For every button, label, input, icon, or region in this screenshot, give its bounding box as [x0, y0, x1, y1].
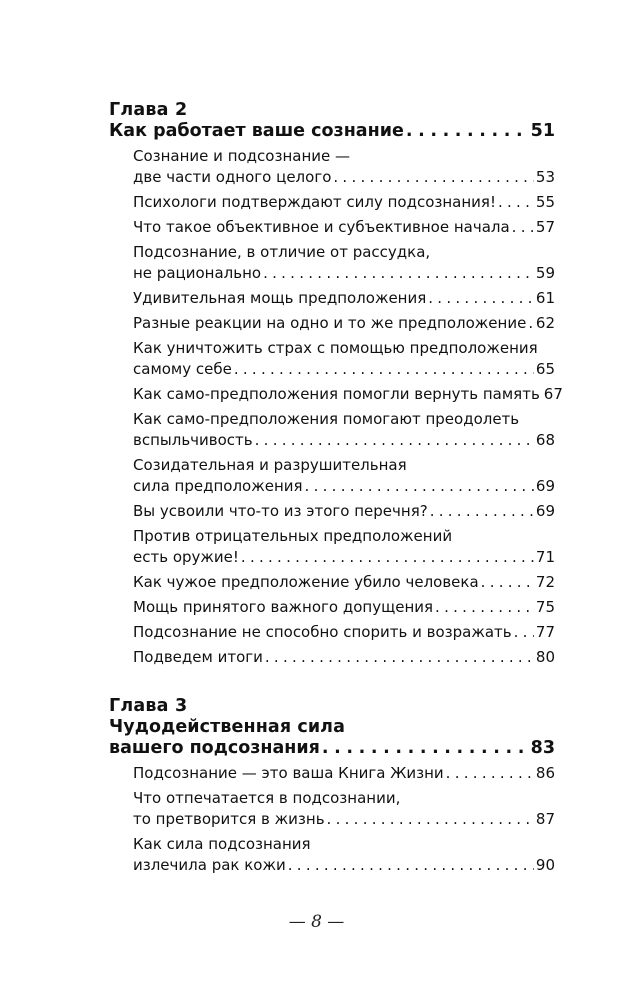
- toc-entry[interactable]: [109, 288, 555, 309]
- chapter-section: [109, 100, 563, 668]
- chapter-section: [109, 696, 555, 876]
- entry-title: Что такое объективное и субъективное начала: [133, 218, 510, 236]
- entry-row: [133, 572, 555, 593]
- entry-title: Подведем итоги: [133, 648, 263, 666]
- chapter-label: Глава 2: [109, 100, 188, 120]
- entry-title: Подсознание — это ваша Книга Жизни: [133, 764, 444, 782]
- entry-row: [133, 597, 555, 618]
- entry-page-number: 75: [535, 598, 555, 616]
- chapter-title: вашего подсознания: [109, 738, 320, 758]
- entry-row: [133, 622, 555, 643]
- dot-leader: [333, 167, 534, 188]
- chapter-title-row[interactable]: [109, 121, 555, 142]
- dot-leader: [435, 597, 534, 618]
- entry-page-number: 86: [535, 764, 555, 782]
- dot-leader: [446, 763, 534, 784]
- entry-page-number: 77: [535, 623, 555, 641]
- entry-title: не рационально: [133, 264, 262, 282]
- toc-entry[interactable]: [109, 384, 563, 405]
- entry-page-number: 80: [535, 648, 555, 666]
- chapter-title-row[interactable]: [109, 738, 555, 759]
- entry-row: [133, 384, 563, 405]
- chapter-page-number: 51: [530, 121, 555, 141]
- entry-title: сила предположения: [133, 477, 303, 495]
- entry-title: то претворится в жизнь: [133, 810, 325, 828]
- entry-title: излечила рак кожи: [133, 856, 286, 874]
- dot-leader: [265, 647, 534, 668]
- entry-page-number: 69: [535, 502, 555, 520]
- entry-page-number: 55: [535, 193, 555, 211]
- dot-leader: [481, 572, 534, 593]
- dot-leader: [234, 359, 534, 380]
- entry-row: [133, 763, 555, 784]
- entry-title: Удивительная мощь предположения: [133, 289, 427, 307]
- entry-row: [133, 647, 555, 668]
- dot-leader: [288, 855, 534, 876]
- entry-title: есть оружие!: [133, 548, 239, 566]
- entry-row: [133, 809, 555, 830]
- entry-title-line: Созидательная и разрушительная: [133, 456, 407, 474]
- entry-row: [133, 192, 555, 213]
- chapter-title-line: Чудодейственная сила: [109, 717, 346, 737]
- toc-entry[interactable]: [109, 763, 555, 784]
- dot-leader: [241, 547, 534, 568]
- toc-entry[interactable]: [109, 455, 555, 497]
- entry-page-number: 90: [535, 856, 555, 874]
- entry-list: [109, 763, 555, 876]
- entry-title: Подсознание не способно спорить и возражать: [133, 623, 512, 641]
- toc-entry[interactable]: [109, 526, 555, 568]
- dot-leader: [327, 809, 534, 830]
- entry-page-number: 53: [535, 168, 555, 186]
- chapter-label: Глава 3: [109, 696, 188, 716]
- chapter-page-number: 83: [530, 738, 555, 758]
- entry-row: [133, 501, 555, 522]
- entry-row: [133, 167, 555, 188]
- entry-title: Психологи подтверждают силу подсознания!: [133, 193, 496, 211]
- entry-title: Разные реакции на одно и то же предположение: [133, 314, 527, 332]
- dot-leader: [430, 501, 534, 522]
- dot-leader: [322, 738, 529, 759]
- entry-page-number: 71: [535, 548, 555, 566]
- entry-title: Как само-предположения помогли вернуть память: [133, 385, 540, 403]
- entry-row: [133, 359, 555, 380]
- toc-entry[interactable]: [109, 597, 555, 618]
- toc-entry[interactable]: [109, 313, 555, 334]
- dot-leader: [305, 476, 534, 497]
- entry-title-line: Что отпечатается в подсознании,: [133, 789, 401, 807]
- toc-entry[interactable]: [109, 834, 555, 876]
- entry-page-number: 69: [535, 477, 555, 495]
- dot-leader: [406, 121, 529, 142]
- entry-row: [133, 430, 555, 451]
- toc-entry[interactable]: [109, 217, 555, 238]
- entry-title-line: Как сила подсознания: [133, 835, 311, 853]
- toc-entry[interactable]: [109, 572, 555, 593]
- entry-row: [133, 263, 555, 284]
- dot-leader: [498, 192, 534, 213]
- entry-title-line: Как само-предположения помогают преодолеть: [133, 410, 520, 428]
- dot-leader: [514, 622, 534, 643]
- entry-title: Вы усвоили что-то из этого перечня?: [133, 502, 428, 520]
- entry-title: самому себе: [133, 360, 232, 378]
- toc-entry[interactable]: [109, 647, 555, 668]
- entry-title-line: Как уничтожить страх с помощью предположения: [133, 339, 538, 357]
- entry-page-number: 72: [535, 573, 555, 591]
- entry-title: вспыльчивость: [133, 431, 253, 449]
- entry-page-number: 65: [535, 360, 555, 378]
- dot-leader: [528, 313, 534, 334]
- entry-row: [133, 217, 555, 238]
- dot-leader: [512, 217, 534, 238]
- entry-row: [133, 855, 555, 876]
- entry-row: [133, 547, 555, 568]
- entry-page-number: 87: [535, 810, 555, 828]
- entry-title: Как чужое предположение убило человека: [133, 573, 479, 591]
- page-number: — 8 —: [288, 912, 345, 932]
- dot-leader: [255, 430, 534, 451]
- toc-entry[interactable]: [109, 409, 555, 451]
- entry-page-number: 67: [543, 385, 563, 403]
- entry-row: [133, 288, 555, 309]
- dot-leader: [263, 263, 534, 284]
- entry-page-number: 61: [535, 289, 555, 307]
- toc-entry[interactable]: [109, 338, 555, 380]
- chapter-title: Как работает ваше сознание: [109, 121, 404, 141]
- entry-page-number: 62: [535, 314, 555, 332]
- entry-title-line: Против отрицательных предположений: [133, 527, 453, 545]
- entry-page-number: 68: [535, 431, 555, 449]
- toc-entry[interactable]: [109, 192, 555, 213]
- entry-list: [109, 146, 563, 668]
- dot-leader: [428, 288, 534, 309]
- entry-title-line: Подсознание, в отличие от рассудка,: [133, 243, 431, 261]
- entry-page-number: 59: [535, 264, 555, 282]
- toc-entry[interactable]: [109, 788, 555, 830]
- toc-entry[interactable]: [109, 242, 555, 284]
- entry-title: Мощь принятого важного допущения: [133, 598, 434, 616]
- entry-row: [133, 313, 555, 334]
- toc-entry[interactable]: [109, 146, 555, 188]
- table-of-contents: [109, 100, 563, 904]
- entry-row: [133, 476, 555, 497]
- entry-title-line: Сознание и подсознание —: [133, 147, 351, 165]
- toc-entry[interactable]: [109, 622, 555, 643]
- entry-title: две части одного целого: [133, 168, 332, 186]
- entry-page-number: 57: [535, 218, 555, 236]
- toc-entry[interactable]: [109, 501, 555, 522]
